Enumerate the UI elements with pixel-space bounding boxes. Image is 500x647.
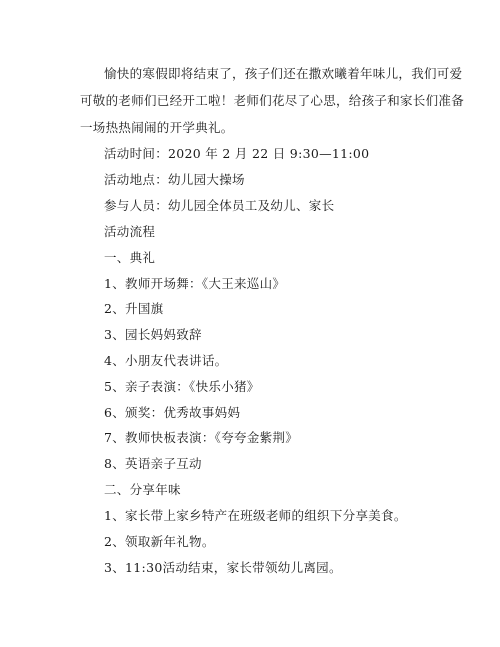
intro-line-1: 愉快的寒假即将结束了，孩子们还在撒欢曦着年味儿，我们可爱: [104, 66, 463, 81]
section-heading-ceremony: 一、典礼: [104, 250, 156, 265]
list-item: 1、教师开场舞：《大王来巡山》: [104, 276, 286, 291]
list-item: 2、领取新年礼物。: [104, 534, 215, 549]
list-item: 2、升国旗: [104, 301, 164, 316]
list-item: 8、英语亲子互动: [104, 456, 202, 471]
section-heading-new-year: 二、分享年味: [104, 482, 181, 497]
list-item: 3、11:30活动结束，家长带领幼儿离园。: [104, 560, 342, 575]
intro-line-2: 可敬的老师们已经开工啦！老师们花尽了心思，给孩子和家长们准备: [80, 93, 465, 108]
list-item: 5、亲子表演：《快乐小猪》: [104, 379, 260, 394]
list-item: 7、教师快板表演：《夸夸金紫荆》: [104, 430, 299, 445]
process-heading: 活动流程: [104, 224, 156, 239]
intro-line-3: 一场热热闹闹的开学典礼。: [80, 120, 234, 135]
activity-location: 活动地点：幼儿园大操场: [104, 172, 245, 187]
list-item: 4、小朋友代表讲话。: [104, 353, 228, 368]
list-item: 1、家长带上家乡特产在班级老师的组织下分享美食。: [104, 508, 407, 523]
activity-participants: 参与人员：幼儿园全体员工及幼儿、家长: [104, 198, 335, 213]
list-item: 6、颁奖：优秀故事妈妈: [104, 405, 241, 420]
activity-time: 活动时间：2020 年 2 月 22 日 9:30—11:00: [104, 146, 370, 161]
list-item: 3、园长妈妈致辞: [104, 327, 202, 342]
